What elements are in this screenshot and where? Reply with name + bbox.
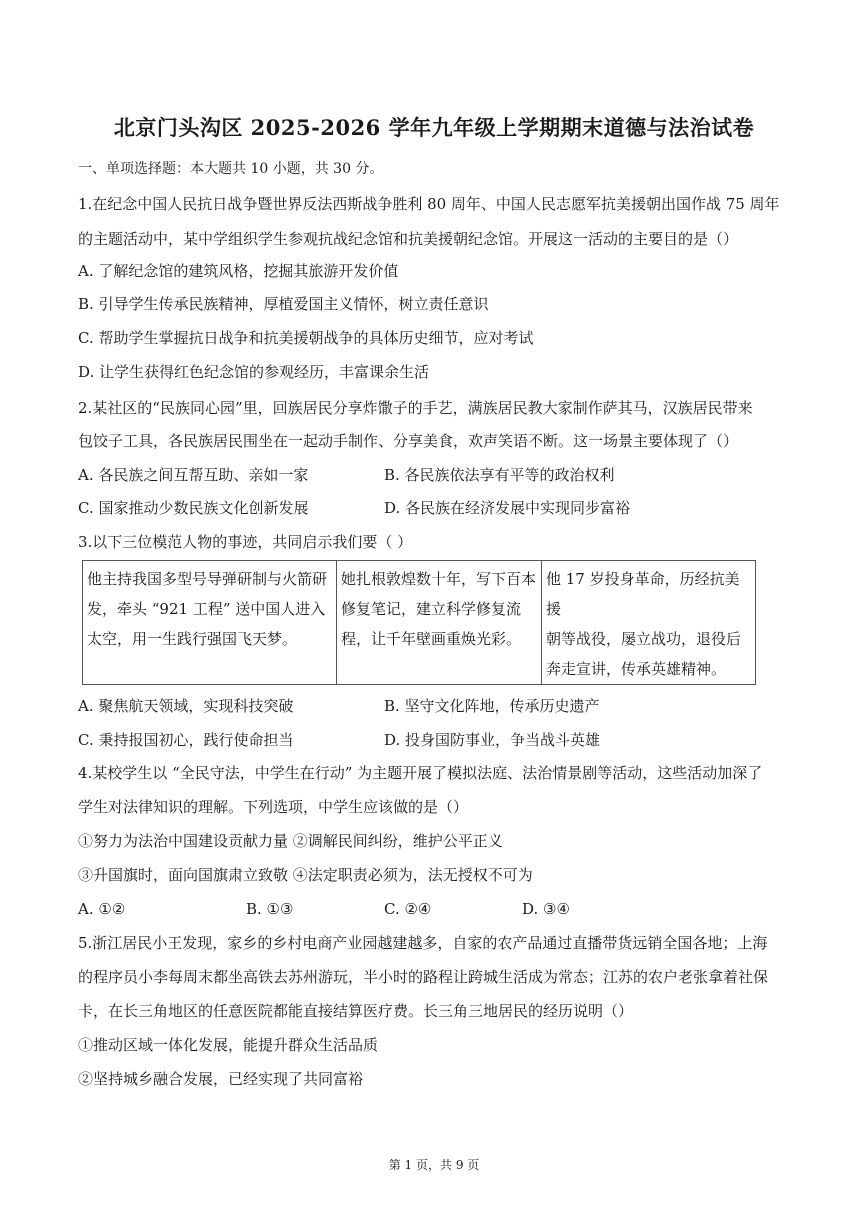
q5-stem-line2: 的程序员小李每周末都坐高铁去苏州游玩，半小时的路程让跨城生活成为常态；江苏的农户老张拿着社保 <box>78 968 769 986</box>
section-heading: 一、单项选择题：本大题共 10 小题，共 30 分。 <box>78 161 384 177</box>
q4-option-c: C. ②④ <box>384 900 432 918</box>
q2-option-c: C. 国家推动少数民族文化创新发展 <box>78 499 309 517</box>
q1-option-c: C. 帮助学生掌握抗日战争和抗美援朝战争的具体历史细节，应对考试 <box>78 329 534 347</box>
q2-option-d: D. 各民族在经济发展中实现同步富裕 <box>384 499 631 517</box>
table-cell: 他主持我国多型号导弹研制与火箭研 发，牵头 “921 工程” 送中国人进入 太空，用一生践行强国飞天梦。 <box>83 561 337 685</box>
q1-option-a: A. 了解纪念馆的建筑风格，挖掘其旅游开发价值 <box>78 262 399 280</box>
q4-option-d: D. ③④ <box>522 900 570 918</box>
q3-options-row1 <box>78 695 798 717</box>
q4-items-line2: ③升国旗时，面向国旗肃立致敬 ④法定职责必须为，法无授权不可为 <box>78 866 533 884</box>
q4-option-a: A. ①② <box>78 900 126 918</box>
q1-stem-line1: 1.在纪念中国人民抗日战争暨世界反法西斯战争胜利 80 周年、中国人民志愿军抗美援朝出国作战 75 周年 <box>78 195 780 213</box>
q1-option-b: B. 引导学生传承民族精神，厚植爱国主义情怀，树立责任意识 <box>78 295 489 313</box>
q2-stem-line1: 2.某社区的“民族同心园”里，回族居民分享炸馓子的手艺，满族居民教大家制作萨其马，汉族居民带来 <box>78 399 753 417</box>
q5-stem-line1: 5.浙江居民小王发现，家乡的乡村电商产业园越建越多，自家的农产品通过直播带货远销全国各地；上海 <box>78 934 768 952</box>
q5-item-1: ①推动区域一体化发展，能提升群众生活品质 <box>78 1036 379 1054</box>
q3-option-d: D. 投身国防事业，争当战斗英雄 <box>384 731 601 749</box>
q3-option-c: C. 秉持报国初心，践行使命担当 <box>78 731 294 749</box>
q1-stem-line2: 的主题活动中，某中学组织学生参观抗战纪念馆和抗美援朝纪念馆。开展这一活动的主要目的是（） <box>78 230 739 248</box>
table-cell: 她扎根敦煌数十年，写下百本 修复笔记，建立科学修复流 程，让千年壁画重焕光彩。 <box>337 561 542 685</box>
q2-options-row2 <box>78 497 798 519</box>
q3-option-a: A. 聚焦航天领域，实现科技突破 <box>78 697 294 715</box>
q2-option-a: A. 各民族之间互帮互助、亲如一家 <box>78 466 309 484</box>
q4-options-row <box>78 898 798 920</box>
q2-option-b: B. 各民族依法享有平等的政治权利 <box>384 466 615 484</box>
q4-stem-line1: 4.某校学生以 “全民守法，中学生在行动” 为主题开展了模拟法庭、法治情景剧等活动，这些活动加深了 <box>78 764 763 782</box>
q1-option-d: D. 让学生获得红色纪念馆的参观经历，丰富课余生活 <box>78 363 430 381</box>
table-cell: 他 17 岁投身革命，历经抗美援 朝等战役，屡立战功，退役后 奔走宣讲，传承英雄精神。 <box>542 561 756 685</box>
q3-options-row2 <box>78 729 798 751</box>
page-footer: 第 1 页，共 9 页 <box>388 1158 480 1172</box>
q3-stem: 3.以下三位模范人物的事迹，共同启示我们要（ ） <box>78 533 413 551</box>
q4-items-line1: ①努力为法治中国建设贡献力量 ②调解民间纠纷，维护公平正义 <box>78 832 503 850</box>
exam-title: 北京门头沟区 2025-2026 学年九年级上学期期末道德与法治试卷 <box>113 115 755 140</box>
q2-stem-line2: 包饺子工具，各民族居民围坐在一起动手制作、分享美食，欢声笑语不断。这一场景主要体现了（） <box>78 432 739 450</box>
q4-option-b: B. ①③ <box>246 900 294 918</box>
q3-role-model-table <box>82 560 756 685</box>
q2-options-row1 <box>78 464 798 486</box>
q5-item-2: ②坚持城乡融合发展，已经实现了共同富裕 <box>78 1070 364 1088</box>
q5-stem-line3: 卡，在长三角地区的任意医院都能直接结算医疗费。长三角三地居民的经历说明（） <box>78 1002 634 1020</box>
q4-stem-line2: 学生对法律知识的理解。下列选项，中学生应该做的是（） <box>78 798 469 816</box>
q3-option-b: B. 坚守文化阵地，传承历史遗产 <box>384 697 600 715</box>
